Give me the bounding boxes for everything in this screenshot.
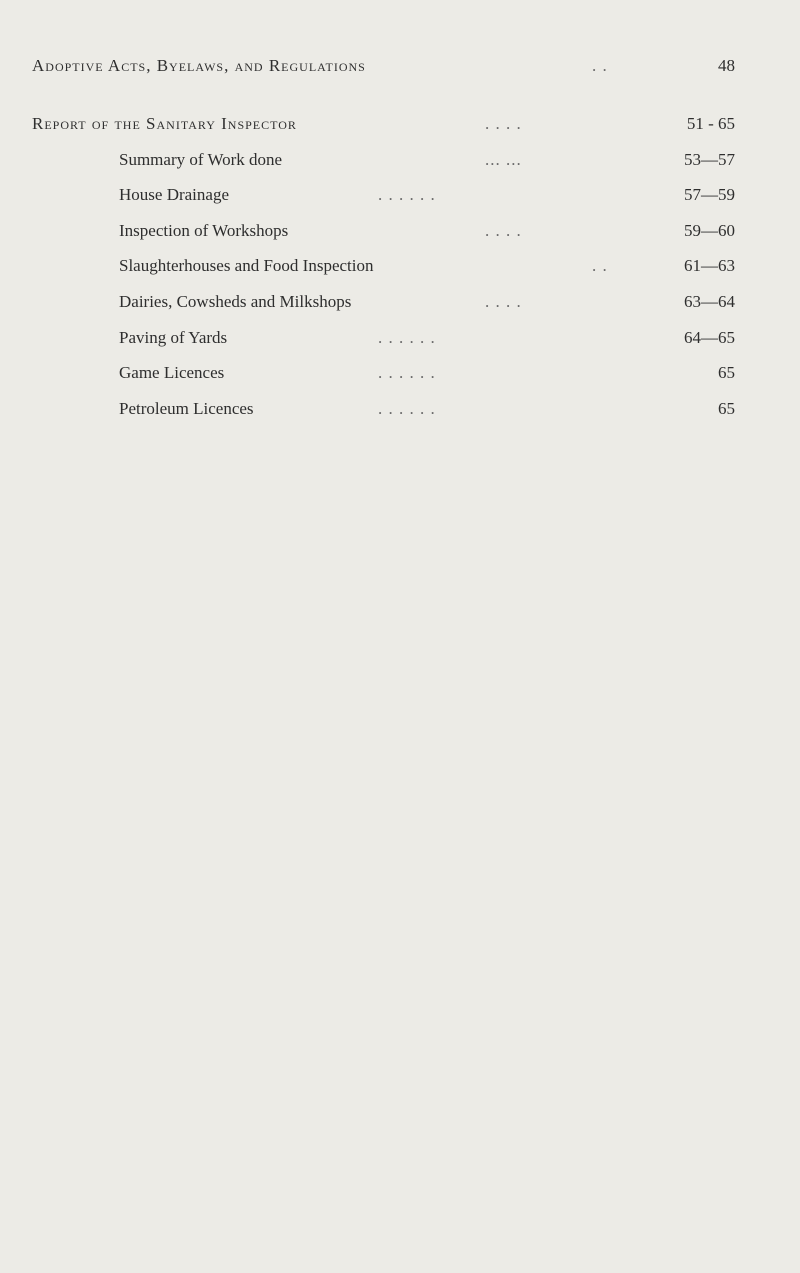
toc-page-number: 53—57 xyxy=(684,150,735,169)
toc-entry-label: House Drainage xyxy=(119,185,229,204)
toc-entry-label: Summary of Work done xyxy=(119,150,283,169)
toc-entry-row xyxy=(0,395,800,423)
toc-entry-row xyxy=(0,181,800,209)
toc-entry-label: Petroleum Licences xyxy=(119,399,254,418)
toc-entry-row xyxy=(0,288,800,316)
toc-leader-dots: . . . . . . xyxy=(378,185,436,204)
toc-section-row xyxy=(0,52,800,80)
toc-page-number: 48 xyxy=(718,56,735,75)
toc-entry-row xyxy=(0,252,800,280)
toc-entry-label: Dairies, Cowsheds and Milkshops xyxy=(119,292,352,311)
toc-entry-label: Game Licences xyxy=(119,363,225,382)
toc-leader-dots: ... ... xyxy=(485,150,522,169)
toc-leader-dots: . . xyxy=(592,256,608,275)
toc-entry-label: Inspection of Workshops xyxy=(119,221,289,240)
toc-page-number: 65 xyxy=(718,399,735,418)
toc-entry-label: Paving of Yards xyxy=(119,328,228,347)
toc-entry-row xyxy=(0,324,800,352)
toc-leader-dots: . . . . . . xyxy=(378,328,436,347)
toc-entry-label: Slaughterhouses and Food Inspection xyxy=(119,256,374,275)
toc-entry-row xyxy=(0,359,800,387)
toc-leader-dots: . . . . xyxy=(485,221,522,240)
toc-entry-row xyxy=(0,146,800,174)
toc-page-number: 57—59 xyxy=(684,185,735,204)
toc-page-number: 61—63 xyxy=(684,256,735,275)
toc-page-number: 63—64 xyxy=(684,292,735,311)
toc-leader-dots: . . . . xyxy=(485,114,522,133)
toc-section-title: Report of the Sanitary Inspector xyxy=(32,114,297,133)
toc-page-number: 59—60 xyxy=(684,221,735,240)
toc-leader-dots: . . xyxy=(592,56,608,75)
toc-leader-dots: . . . . xyxy=(485,292,522,311)
toc-leader-dots: . . . . . . xyxy=(378,363,436,382)
toc-section-title: Adoptive Acts, Byelaws, and Regulations xyxy=(32,56,366,75)
toc-section-row xyxy=(0,110,800,138)
toc-leader-dots: . . . . . . xyxy=(378,399,436,418)
toc-page-number: 64—65 xyxy=(684,328,735,347)
toc-page-number: 65 xyxy=(718,363,735,382)
toc-entry-row xyxy=(0,217,800,245)
toc-page-number: 51 - 65 xyxy=(686,114,735,133)
